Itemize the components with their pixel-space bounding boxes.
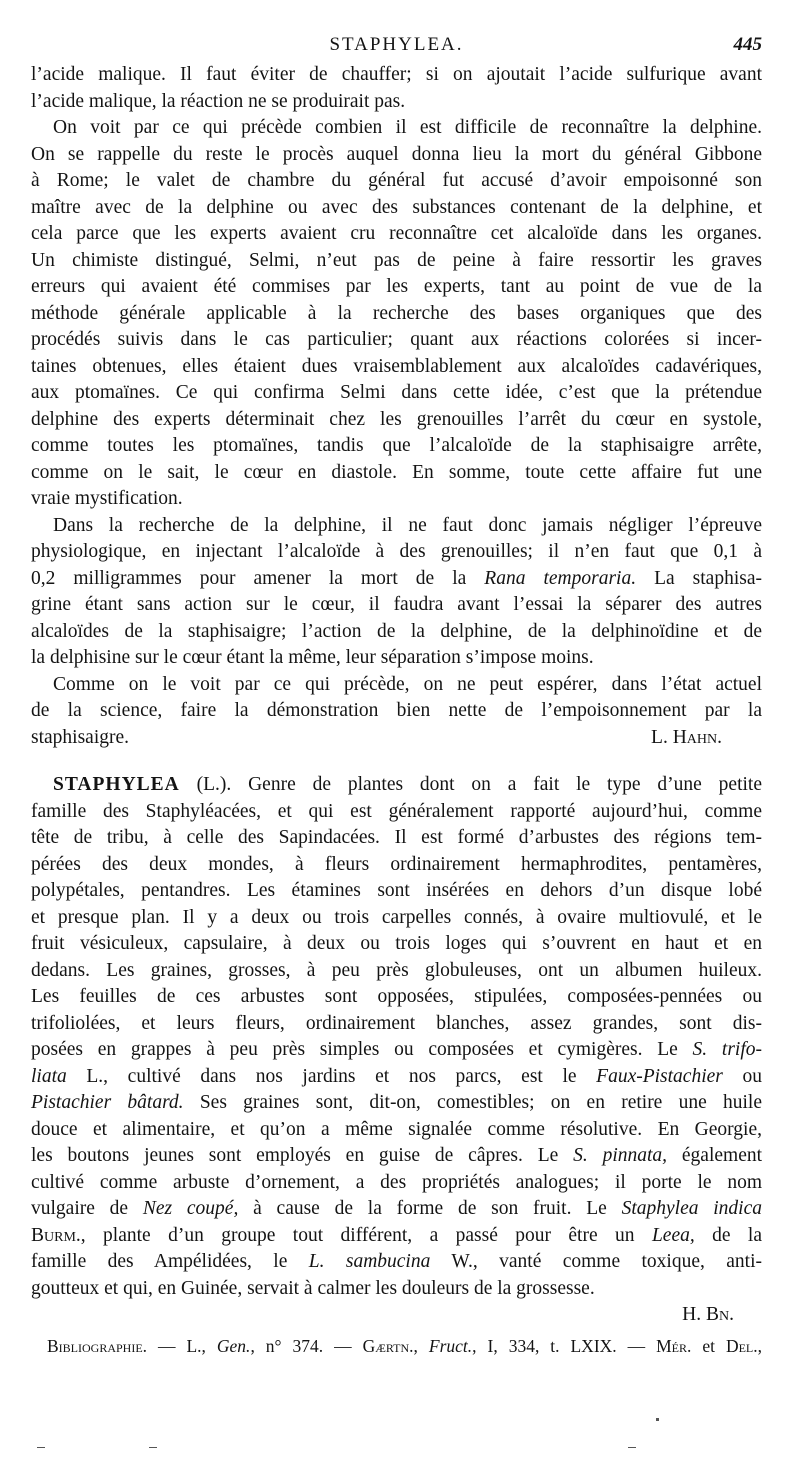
bibliography (47, 1336, 762, 1357)
text-run: posées en grappes à peu près simples ou composées et cymigères. Le (31, 1039, 693, 1060)
common-name: Nez coupé, (142, 1198, 239, 1219)
text-line (31, 1249, 762, 1276)
text-line: erreurs qui avaient été commises par les experts, tant au point de vue de la (31, 276, 762, 297)
species-name: Rana temporaria. (484, 567, 637, 589)
text-line: méthode générale applicable à la recherche des bases organiques que des (31, 302, 762, 324)
text-run: , (413, 1336, 429, 1356)
scan-speck (628, 1447, 636, 1448)
text-line: grine étant sans action sur le cœur, il faudra avant l’essai la séparer des autres (31, 594, 762, 615)
document-page (31, 0, 762, 1481)
text-line: à Rome; le valet de chambre du général fut accusé d’avoir empoisonné son (31, 170, 762, 191)
text-line: famille des Staphyléacées, et qui est généralement rapporté aujourd’hui, comme (31, 800, 762, 822)
text-line: vraie mystification. (31, 488, 183, 509)
text-run: à cause de la forme de son fruit. Le (238, 1198, 622, 1219)
reference-title: Gen. (216, 1336, 251, 1356)
text-line: fruit vésiculeux, capsulaire, à deux ou trois loges qui s’ouvrent en haut et en (31, 933, 762, 954)
text-line: trifoliolées, et leurs fleurs, ordinairement blanches, assez grandes, sont dis- (31, 1012, 762, 1034)
common-name: Pistachier bâtard. (31, 1092, 184, 1113)
species-name: liata (31, 1065, 67, 1087)
common-name: Faux-Pistachier (596, 1065, 723, 1087)
text-run: , I, 334, t. LXIX. — (472, 1336, 657, 1356)
scan-speck (656, 1418, 659, 1421)
text-line: de la science, faire la démonstration bien nette de l’empoisonnement par la (31, 700, 762, 721)
text-line: comme on le sait, le cœur en diastole. En somme, toute cette affaire fut une (31, 461, 762, 483)
reference-author: Gærtn. (362, 1336, 414, 1356)
text-line: pérées des deux mondes, à fleurs ordinairement hermaphrodites, pentamères, (31, 853, 762, 875)
page-header (31, 34, 762, 58)
closing-text: staphisaigre. (31, 726, 130, 748)
text-line: dedans. Les graines, grosses, à peu près globuleuses, ont un albumen huileux. (31, 959, 762, 981)
text-run: de la (694, 1224, 762, 1246)
closing-line (31, 1302, 762, 1329)
text-line: Comme on le voit par ce qui précède, on ne peut espérer, dans l’état actuel (53, 673, 762, 695)
text-line (31, 1090, 762, 1117)
text-run: les boutons jeunes sont employés en guise de câpres. Le (31, 1145, 574, 1166)
reference-author: Del. (725, 1336, 758, 1356)
text-line: et presque plan. Il y a deux ou trois carpelles connés, à ovaire multiovulé, et le (31, 906, 762, 928)
text-run: vulgaire de (31, 1198, 143, 1219)
author-abbrev: Burm. (31, 1224, 81, 1246)
text-run: , plante d’un groupe tout différent, a passé pour être un (80, 1224, 652, 1246)
species-name: L. sambucina (308, 1251, 431, 1272)
staphylea-entry (31, 772, 762, 1329)
text-line: goutteux et qui, en Guinée, servait à calmer les douleurs de la grossesse. (31, 1277, 595, 1299)
species-name: S. pinnata, (573, 1145, 668, 1166)
text-line: douce et alimentaire, et qu’on a même signalée comme résolutive. En Georgie, (31, 1118, 762, 1140)
text-line: Un chimiste distingué, Selmi, n’eut pas de peine à faire ressortir les graves (31, 249, 762, 271)
text-run: , n° 374. — (250, 1336, 363, 1356)
scan-speck (149, 1447, 157, 1448)
author-signature: L. Hahn. (651, 726, 722, 748)
text-run: Ses graines sont, dit-on, comestibles; on en retire une huile (183, 1092, 762, 1113)
text-run: (L.). Genre de plantes dont on a fait le type d’une petite (179, 774, 762, 795)
text-line: delphine des experts déterminait chez les grenouilles l’arrêt du cœur en systole, (31, 408, 762, 430)
reference-author: Mér. (656, 1336, 692, 1356)
species-name: Staphylea indica (621, 1198, 763, 1219)
text-run: La staphisa- (636, 567, 762, 589)
text-run: — L., (147, 1336, 217, 1356)
species-name: S. trifo- (692, 1039, 763, 1060)
scan-speck (37, 1447, 45, 1448)
genus-name: Leea, (651, 1224, 695, 1246)
text-run: W., vanté comme toxique, anti- (430, 1251, 762, 1272)
text-line: physiologique, en injectant l’alcaloïde à des grenouilles; il n’en faut que 0,1 à (31, 541, 762, 562)
text-line: l’acide malique, la réaction ne se produirait pas. (31, 90, 406, 112)
closing-line (31, 725, 762, 752)
text-line: Les feuilles de ces arbustes sont opposées, stipulées, composées-pennées ou (31, 986, 762, 1007)
delphine-article (31, 62, 762, 751)
text-run: famille des Ampélidées, le (31, 1251, 309, 1272)
text-run: L., cultivé dans nos jardins et nos parcs, est le (66, 1065, 597, 1087)
text-line: taines obtenues, elles étaient dues vraisemblablement aux alcaloïdes cadavériques, (31, 355, 762, 377)
text-run: également (667, 1145, 763, 1166)
text-line: On se rappelle du reste le procès auquel donna lieu la mort du général Gibbone (31, 143, 762, 165)
text-line (31, 1064, 762, 1091)
text-line: polypétales, pentandres. Les étamines sont insérées en dehors d’un disque lobé (31, 880, 762, 901)
text-line: On voit par ce qui précède combien il est difficile de reconnaître la delphine. (53, 117, 762, 138)
entry-headword: STAPHYLEA (53, 774, 180, 795)
text-line: procédés suivis dans le cas particulier; quant aux réactions colorées si incer- (31, 329, 762, 350)
text-run: 0,2 milligrammes pour amener la mort de la (31, 567, 485, 589)
text-line: alcaloïdes de la staphisaigre; l’action de la delphine, de la delphinoïdine et de (31, 620, 762, 642)
text-line (31, 1143, 762, 1170)
text-run: et (691, 1336, 726, 1356)
text-line (31, 1037, 762, 1064)
text-run: , (757, 1336, 763, 1356)
text-line (31, 566, 762, 593)
text-run: ou (722, 1065, 762, 1087)
text-line: l’acide malique. Il faut éviter de chauffer; si on ajoutait l’acide sulfurique avant (31, 64, 762, 85)
author-signature: H. Bn. (682, 1304, 734, 1325)
text-line: comme toutes les ptomaïnes, tandis que l’alcaloïde de la staphisaigre arrête, (31, 435, 762, 456)
text-line (31, 772, 762, 799)
running-title: STAPHYLEA. (329, 34, 464, 55)
text-line: la delphisine sur le cœur étant la même, leur séparation s’impose moins. (31, 647, 594, 668)
text-line: cultivé comme arbuste d’ornement, a des propriétés analogues; il porte le nom (31, 1171, 762, 1193)
page-number: 445 (733, 34, 762, 55)
text-line: tête de tribu, à celle des Sapindacées. Il est formé d’arbustes des régions tem- (31, 827, 762, 848)
text-line: aux ptomaïnes. Ce qui confirma Selmi dans cette idée, c’est que la prétendue (31, 382, 762, 403)
text-line: Dans la recherche de la delphine, il ne faut donc jamais négliger l’épreuve (53, 514, 762, 536)
text-line (31, 1223, 762, 1250)
reference-title: Fruct. (428, 1336, 473, 1356)
text-line: maître avec de la delphine ou avec des substances contenant de la delphine, et (31, 196, 762, 218)
bibliography-label: Bibliographie. (47, 1336, 148, 1356)
text-line (31, 1196, 762, 1223)
text-line: cela parce que les experts avaient cru reconnaître cet alcaloïde dans les organes. (31, 223, 762, 244)
